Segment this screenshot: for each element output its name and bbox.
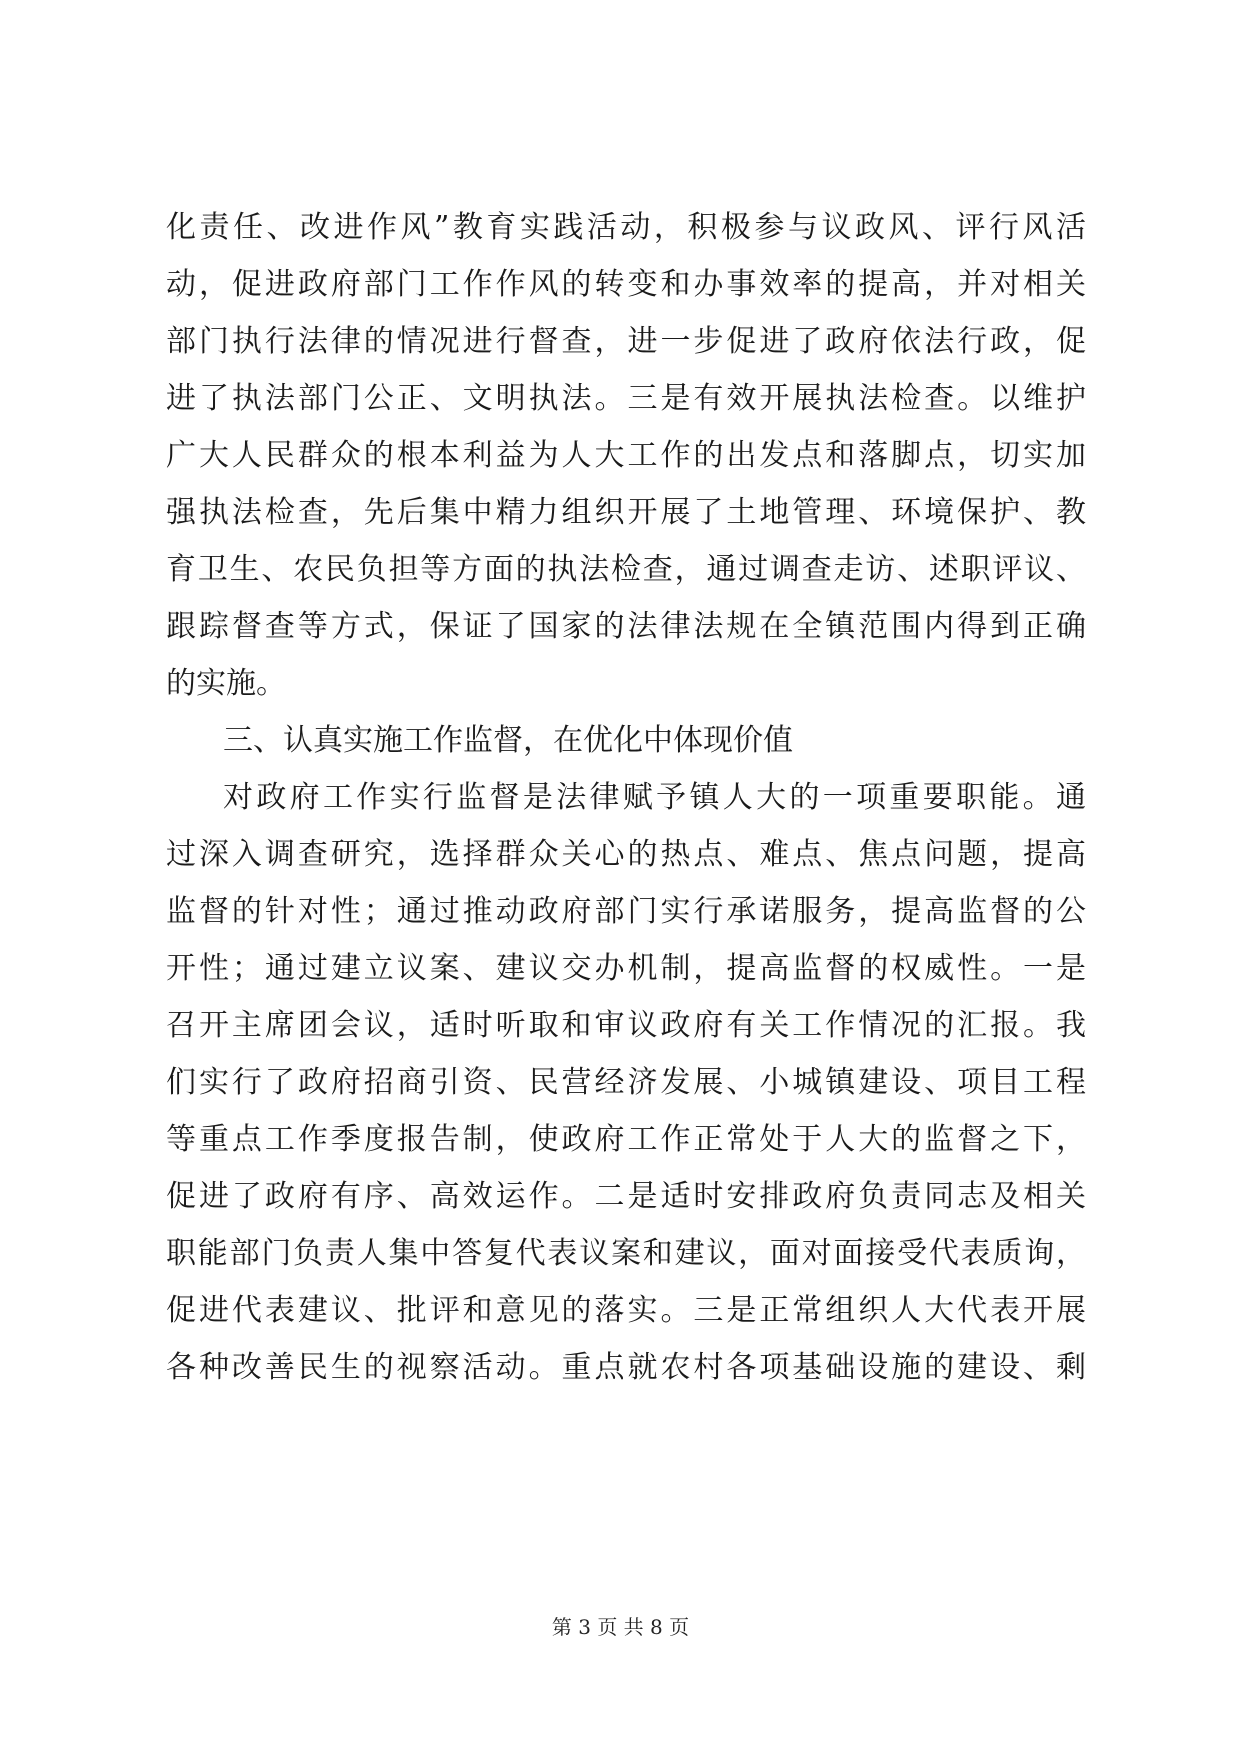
body-text-line: 强执法检查，先后集中精力组织开展了土地管理、环境保护、教 (166, 495, 1086, 530)
body-text-line: 进了执法部门公正、文明执法。三是有效开展执法检查。以维护 (166, 381, 1086, 416)
body-text-line: 职能部门负责人集中答复代表议案和建议，面对面接受代表质询， (166, 1236, 1086, 1271)
body-text-line: 广大人民群众的根本利益为人大工作的出发点和落脚点，切实加 (166, 438, 1086, 473)
body-text-line: 监督的针对性；通过推动政府部门实行承诺服务，提高监督的公 (166, 894, 1086, 929)
body-text-line: 跟踪督查等方式，保证了国家的法律法规在全镇范围内得到正确 (166, 609, 1086, 644)
section-heading: 三、认真实施工作监督，在优化中体现价值 (223, 723, 793, 758)
body-text-line: 的实施。 (166, 666, 286, 701)
body-text-line: 促进了政府有序、高效运作。二是适时安排政府负责同志及相关 (166, 1179, 1086, 1214)
body-text-line: 部门执行法律的情况进行督查，进一步促进了政府依法行政，促 (166, 324, 1086, 359)
body-text-line: 促进代表建议、批评和意见的落实。三是正常组织人大代表开展 (166, 1293, 1086, 1328)
body-text-line: 育卫生、农民负担等方面的执法检查，通过调查走访、述职评议、 (166, 552, 1086, 587)
body-text-line: 开性；通过建立议案、建议交办机制，提高监督的权威性。一是 (166, 951, 1086, 986)
body-text-line: 动，促进政府部门工作作风的转变和办事效率的提高，并对相关 (166, 267, 1086, 302)
body-text-line: 召开主席团会议，适时听取和审议政府有关工作情况的汇报。我 (166, 1008, 1086, 1043)
body-text-line: 们实行了政府招商引资、民营经济发展、小城镇建设、项目工程 (166, 1065, 1086, 1100)
body-text-line: 化责任、改进作风”教育实践活动，积极参与议政风、评行风活 (166, 210, 1086, 245)
body-text-line: 各种改善民生的视察活动。重点就农村各项基础设施的建设、剩 (166, 1350, 1086, 1385)
body-text-line: 过深入调查研究，选择群众关心的热点、难点、焦点问题，提高 (166, 837, 1086, 872)
page-footer: 第 3 页 共 8 页 (551, 1615, 690, 1639)
paragraph-first-line: 对政府工作实行监督是法律赋予镇人大的一项重要职能。通 (223, 780, 1086, 815)
body-text-line: 等重点工作季度报告制，使政府工作正常处于人大的监督之下， (166, 1122, 1086, 1157)
